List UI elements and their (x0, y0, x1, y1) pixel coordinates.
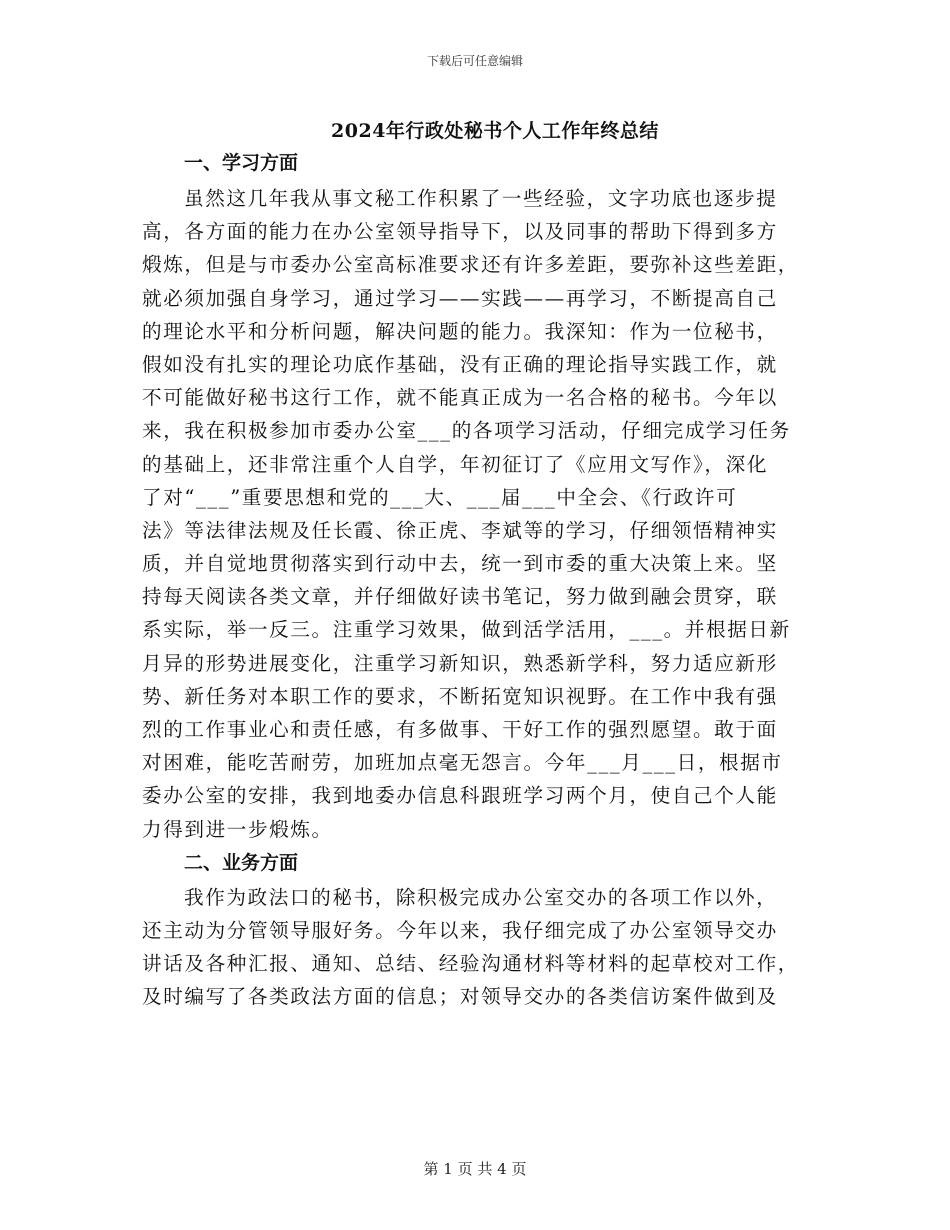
paragraph-line: 法》等法律法规及任长霞、徐正虎、李斌等的学习，仔细领悟精神实 (142, 518, 778, 542)
paragraph-line: 的基础上，还非常注重个人自学，年初征订了《应用文写作》，深化 (142, 452, 769, 476)
paragraph-line: 质，并自觉地贯彻落实到行动中去，统一到市委的重大决策上来。坚 (142, 552, 778, 576)
paragraph-line: 委办公室的安排，我到地委办信息科跟班学习两个月，使自己个人能 (142, 784, 778, 808)
paragraph-line: 了对“___”重要思想和党的___大、___届___中全会、《行政许可 (142, 485, 738, 509)
paragraph-line: 高，各方面的能力在办公室领导指导下，以及同事的帮助下得到多方 (142, 220, 778, 244)
paragraph-business (142, 881, 802, 1014)
paragraph-line: 月异的形势进展变化，注重学习新知识，熟悉新学科，努力适应新形 (142, 651, 778, 675)
section-heading-business: 二、业务方面 (184, 851, 299, 874)
paragraph-line: 来，我在积极参加市委办公室___的各项学习活动，仔细完成学习任务 (142, 419, 791, 443)
paragraph-line: 力得到进一步煅炼。 (142, 817, 333, 841)
paragraph-line: 的理论水平和分析问题，解决问题的能力。我深知：作为一位秘书， (142, 319, 778, 343)
paragraph-line: 煅炼，但是与市委办公室高标准要求还有许多差距，要弥补这些差距， (142, 253, 800, 277)
paragraph-line: 还主动为分管领导服好务。今年以来，我仔细完成了办公室领导交办 (142, 918, 778, 942)
page-header-note: 下载后可任意编辑 (426, 54, 523, 68)
paragraph-line: 虽然这几年我从事文秘工作积累了一些经验，文字功底也逐步提 (184, 187, 778, 210)
paragraph-line: 就必须加强自身学习，通过学习——实践——再学习，不断提高自己 (142, 286, 778, 310)
paragraph-line: 势、新任务对本职工作的要求，不断拓宽知识视野。在工作中我有强 (142, 684, 778, 708)
page-number-indicator: 第 1 页 共 4 页 (423, 1160, 527, 1178)
paragraph-line: 系实际，举一反三。注重学习效果，做到活学活用，___。并根据日新 (142, 618, 791, 642)
paragraph-line: 假如没有扎实的理论功底作基础，没有正确的理论指导实践工作，就 (142, 352, 778, 376)
paragraph-line: 我作为政法口的秘书，除积极完成办公室交办的各项工作以外， (184, 885, 778, 909)
paragraph-line: 不可能做好秘书这行工作，就不能真正成为一名合格的秘书。今年以 (142, 386, 778, 410)
document-body (142, 148, 802, 1014)
paragraph-line: 讲话及各种汇报、通知、总结、经验沟通材料等材料的起草校对工作， (142, 952, 800, 976)
paragraph-line: 烈的工作事业心和责任感，有多做事、干好工作的强烈愿望。敢于面 (142, 718, 778, 741)
paragraph-line: 及时编写了各类政法方面的信息；对领导交办的各类信访案件做到及 (142, 985, 778, 1009)
paragraph-line: 持每天阅读各类文章，并仔细做好读书笔记，努力做到融会贯穿，联 (142, 585, 778, 609)
document-title: 2024年行政处秘书个人工作年终总结 (331, 120, 659, 142)
paragraph-line: 对困难，能吃苦耐劳，加班加点毫无怨言。今年___月___日，根据市 (142, 751, 783, 775)
section-heading-study: 一、学习方面 (184, 152, 299, 174)
paragraph-study (142, 182, 802, 846)
